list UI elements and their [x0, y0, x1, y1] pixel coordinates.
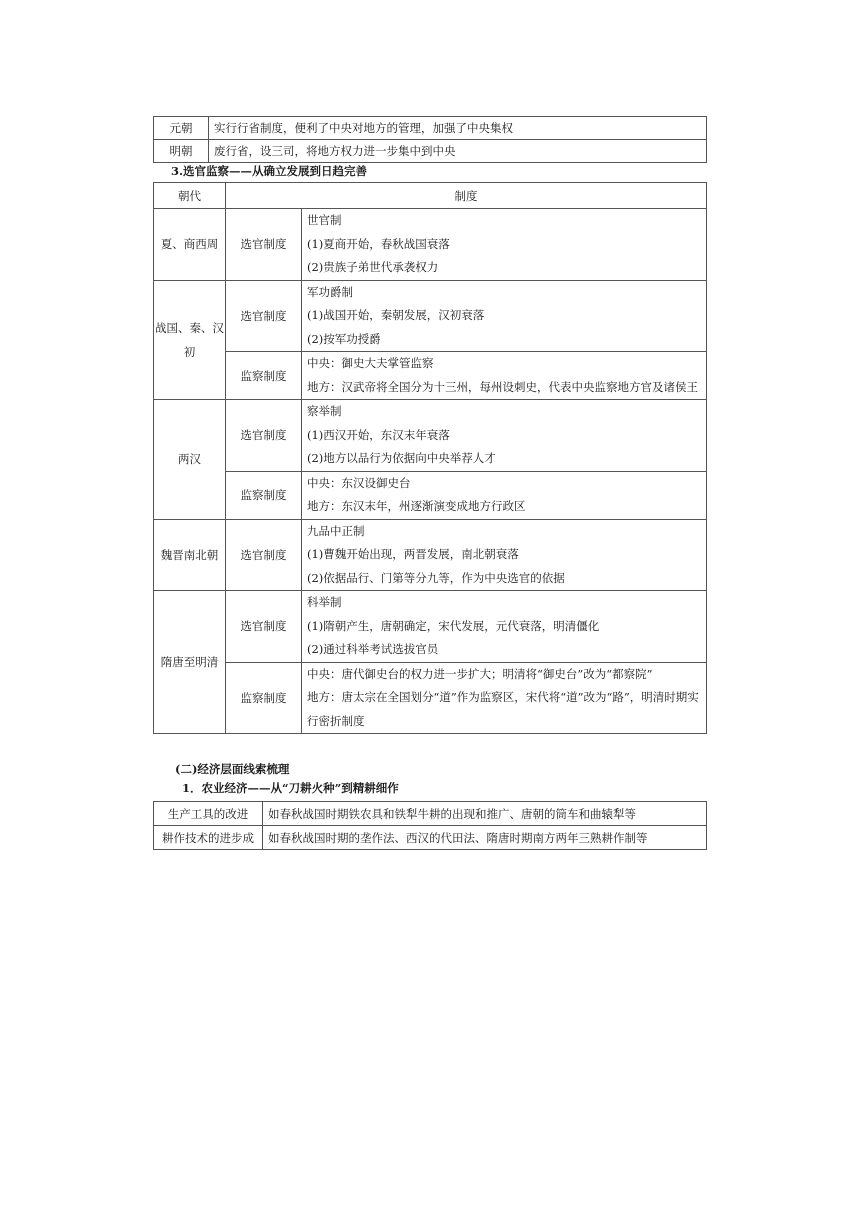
- table-row: [154, 280, 707, 352]
- political-system-table: [153, 116, 707, 163]
- detail-line: (1)西汉开始，东汉末年衰落: [307, 427, 450, 442]
- detail-line: 世官制: [307, 213, 342, 227]
- detail-line: (2)按军功授爵: [307, 331, 381, 346]
- era-cell: 战国、秦、汉初: [154, 280, 226, 400]
- detail-line: (2)通过科举考试选拔官员: [307, 642, 439, 656]
- system-kind-cell: 选官制度: [226, 591, 302, 663]
- detail-line: 中央：御史大夫掌管监察: [307, 356, 434, 370]
- era-cell: 元朝: [154, 117, 209, 140]
- detail-line: (1)战国开始，秦朝发展，汉初衰落: [307, 308, 485, 322]
- system-kind-cell: 选官制度: [226, 519, 302, 591]
- system-detail-cell: [302, 662, 707, 734]
- detail-line: 地方：唐太宗在全国划分“道”作为监察区，宋代将“道”改为“路”，明清时期实行密折制度: [307, 690, 699, 728]
- detail-line: (2)地方以品行为依据向中央举荐人才: [307, 451, 496, 465]
- table-row: [154, 519, 707, 591]
- detail-cell: 如春秋战国时期的垄作法、西汉的代田法、隋唐时期南方两年三熟耕作制等: [263, 826, 707, 850]
- system-kind-cell: 监察制度: [226, 662, 302, 734]
- system-detail-cell: [302, 471, 707, 519]
- era-cell: 魏晋南北朝: [154, 519, 226, 591]
- system-detail-cell: [302, 209, 707, 281]
- detail-line: 地方：汉武帝将全国分为十三州，每州设刺史，代表中央监察地方官及诸侯王: [307, 379, 698, 394]
- table-row: [154, 117, 707, 140]
- detail-line: 中央：唐代御史台的权力进一步扩大；明清将“御史台”改为“都察院”: [307, 666, 653, 681]
- era-cell: 隋唐至明清: [154, 591, 226, 734]
- column-header-era: 朝代: [154, 183, 226, 209]
- system-kind-cell: 选官制度: [226, 400, 302, 472]
- detail-line: (2)依据品行、门第等分九等，作为中央选官的依据: [307, 570, 565, 585]
- section-heading: 3.选官监察——从确立发展到日趋完善: [171, 164, 368, 178]
- system-detail-cell: [302, 591, 707, 663]
- system-detail-cell: [302, 400, 707, 472]
- topic-cell: 生产工具的改进: [154, 802, 263, 826]
- system-detail-cell: [302, 352, 707, 400]
- table-row: [154, 209, 707, 281]
- system-kind-cell: 选官制度: [226, 280, 302, 352]
- table-header-row: [154, 183, 707, 209]
- system-detail-cell: [302, 280, 707, 352]
- system-kind-cell: 监察制度: [226, 471, 302, 519]
- agriculture-table: [153, 801, 707, 850]
- detail-line: (1)曹魏开始出现，两晋发展，南北朝衰落: [307, 547, 519, 561]
- detail-line: 地方：东汉末年，州逐渐演变成地方行政区: [307, 499, 526, 513]
- column-header-system: 制度: [226, 183, 707, 209]
- official-selection-table: [153, 182, 707, 734]
- detail-line: (2)贵族子弟世代承袭权力: [307, 260, 439, 274]
- era-cell: 夏、商西周: [154, 209, 226, 281]
- section-heading: (二)经济层面线索梳理: [175, 762, 290, 776]
- system-kind-cell: 选官制度: [226, 209, 302, 281]
- topic-cell: 耕作技术的进步成: [154, 826, 263, 850]
- table-row: [154, 471, 707, 519]
- detail-line: 察举制: [307, 404, 342, 418]
- table-row: [154, 802, 707, 826]
- description-cell: 实行行省制度，便利了中央对地方的管理，加强了中央集权: [209, 117, 707, 140]
- system-detail-cell: [302, 519, 707, 591]
- table-row: [154, 352, 707, 400]
- detail-line: 九品中正制: [307, 523, 365, 538]
- detail-line: 中央：东汉设御史台: [307, 475, 411, 490]
- table-row: [154, 140, 707, 163]
- table-row: [154, 400, 707, 472]
- description-cell: 废行省，设三司，将地方权力进一步集中到中央: [209, 140, 707, 163]
- detail-cell: 如春秋战国时期铁农具和铁犁牛耕的出现和推广、唐朝的筒车和曲辕犁等: [263, 802, 707, 826]
- detail-line: (1)隋朝产生，唐朝确定，宋代发展，元代衰落，明清僵化: [307, 618, 600, 633]
- system-kind-cell: 监察制度: [226, 352, 302, 400]
- detail-line: 科举制: [307, 595, 342, 609]
- subsection-heading: 1．农业经济——从“刀耕火种”到精耕细作: [182, 781, 399, 795]
- table-row: [154, 591, 707, 663]
- table-row: [154, 826, 707, 850]
- table-row: [154, 662, 707, 734]
- detail-line: (1)夏商开始，春秋战国衰落: [307, 236, 450, 251]
- era-cell: 两汉: [154, 400, 226, 520]
- era-cell: 明朝: [154, 140, 209, 163]
- detail-line: 军功爵制: [307, 284, 353, 299]
